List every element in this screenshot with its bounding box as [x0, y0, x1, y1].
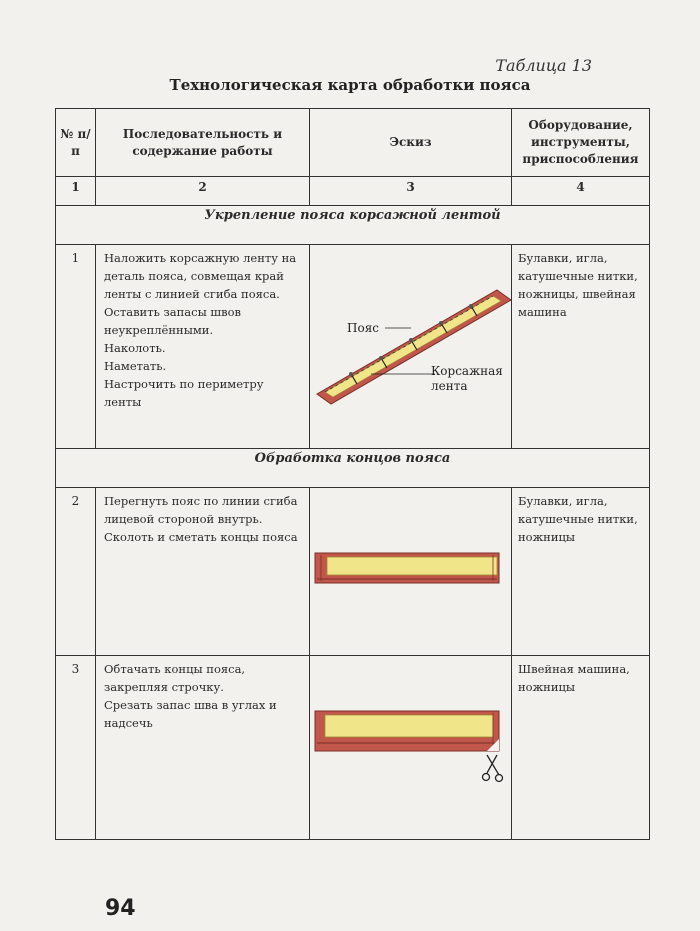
row-number: 2 — [56, 488, 96, 656]
header-equipment: Оборудование, инструменты, приспособления — [512, 109, 650, 177]
header-sketch: Эскиз — [310, 109, 512, 177]
section-row — [56, 449, 650, 488]
header-num: № п/п — [56, 109, 96, 177]
belt-tape-sketch — [311, 246, 511, 446]
row-number: 1 — [56, 245, 96, 449]
column-index-row — [56, 177, 650, 206]
table-label: Таблица 13 — [495, 56, 592, 75]
page-title: Технологическая карта обработки пояса — [169, 76, 531, 94]
sketch-label-tape: Корсажная лента — [431, 364, 503, 393]
sketch-cell — [310, 245, 512, 449]
row-steps — [96, 245, 310, 449]
sketch-label-belt: Пояс — [347, 321, 379, 335]
step-text: Настрочить по периметру ленты — [104, 377, 264, 409]
scissors-icon — [483, 755, 503, 782]
step-text: Перегнуть пояс по линии сгиба лицевой стороной внутрь. — [104, 494, 298, 526]
step-text: Обтачать концы пояса, закрепляя строчку. — [104, 662, 246, 694]
section-title: Укрепление пояса корсажной лентой — [56, 206, 650, 245]
belt-corner-trim-sketch — [311, 657, 511, 833]
col-index: 4 — [512, 177, 650, 206]
row-steps — [96, 656, 310, 840]
section-title: Обработка концов пояса — [56, 449, 650, 488]
row-equipment: Булавки, игла, катушечные нитки, ножницы, швейная машина — [512, 245, 650, 449]
table-row — [56, 656, 650, 840]
row-equipment: Швейная машина, ножницы — [512, 656, 650, 840]
header-row — [56, 109, 650, 177]
header-steps: Последовательность и содержание работы — [96, 109, 310, 177]
table-row — [56, 245, 650, 449]
step-text: Наложить корсажную ленту на деталь пояса, совмещая край ленты с линией сгиба пояса. — [104, 251, 297, 301]
page-number: 94 — [105, 896, 136, 921]
col-index: 2 — [96, 177, 310, 206]
col-index: 1 — [56, 177, 96, 206]
technology-card-table — [55, 108, 650, 840]
step-text: Срезать запас шва в углах и надсечь — [104, 698, 277, 730]
belt-ends-sketch — [311, 489, 511, 649]
table-row — [56, 488, 650, 656]
step-text: Сколоть и сметать концы пояса — [104, 530, 298, 544]
row-number: 3 — [56, 656, 96, 840]
section-row — [56, 206, 650, 245]
sketch-cell — [310, 488, 512, 656]
step-text: Наколоть. — [104, 341, 166, 355]
row-steps — [96, 488, 310, 656]
row-equipment: Булавки, игла, катушечные нитки, ножницы — [512, 488, 650, 656]
col-index: 3 — [310, 177, 512, 206]
step-text: Оставить запасы швов неукреплёнными. — [104, 305, 241, 337]
step-text: Наметать. — [104, 359, 167, 373]
sketch-cell — [310, 656, 512, 840]
